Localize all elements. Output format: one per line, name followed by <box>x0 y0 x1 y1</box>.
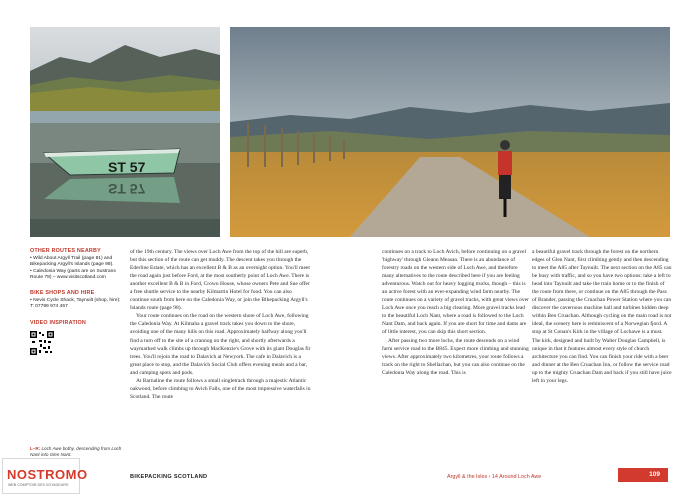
photo-boat <box>30 123 220 237</box>
other-routes-line: • Wild About Argyll Trail (page 81) and <box>30 256 113 261</box>
boat-registration: ST 57 <box>108 159 146 175</box>
section-footer: Argyll & the Isles › 14 Around Loch Awe <box>447 474 542 480</box>
paragraph: a beautiful gravel track through the forest on the northern edges of Glen Nant, first climbing gently and then descending to meet the A85 after Taynuilt. The next section on the A85 can be busy with traffic, and so you have two options: take a left to head into Taynuilt and take the train home or to the finish of the route from there, or continue on the A85 through the Pass of Brander, passing the Cruachan Power Station where you can discover the cavernous machine hall and turbines hidden deep within Ben Cruachan. Although cycling on the main road is not ideal, the scenery here is reminiscent of a Norwegian fjord. A stop at St Conan's Kirk in the village of Lochawe is a must. The kirk, designed and built by Walter Douglas Campbell, is unique in that it features almost every style of church architecture you can find. You can finish your ride with a beer and dinner at the Ben Cruachan Inn, or follow the service road up to the mighty Cruachan Dam and back if you still have juice left in your legs. <box>532 249 672 384</box>
photo-loch-landscape <box>30 27 220 123</box>
video-section <box>30 320 122 360</box>
landscape-illustration <box>30 27 220 123</box>
logo-subtitle: WEB COMPTOIR DES VOYAGEURS <box>8 483 69 487</box>
other-routes-line: Bikepacking Argyll's Islands (page 98). <box>30 262 114 268</box>
text-column-3 <box>532 248 672 385</box>
video-heading: VIDEO INSPIRATION <box>30 319 87 326</box>
paragraph: After passing two more lochs, the route descends on a wind farm service road to the B845. Expect more climbing and stunning views. After approximately two kilometres, your route follows a track on the right to Shellachan, but you can also continue on the Caledonia Way along the road. This is <box>382 337 529 376</box>
sidebar-info <box>30 248 122 369</box>
caption-marker: L–R: <box>30 446 41 451</box>
bike-shop-line: T: 07799 974 457 <box>30 304 68 310</box>
book-title-footer: BIKEPACKING SCOTLAND <box>130 474 208 480</box>
paragraph: continues on a track to Loch Avich, before continuing on a gravel 'highway' through Gleann Measan. There is an abundance of forestry roads on the western side of Loch Awe, and therefore many alternatives to the route described here if you are feeling adventurous. Watch out for heavy logging trucks, though – this is an active forest with an ever-expanding wind farm nearby. The route continues on a variety of gravel tracks, with great views over Loch Awe once you reach a big clearing. More gravel tracks lead to the beautiful Loch Nant, where a road is followed to the Loch Nant Dam, and back again. If you are short for time and dams are of little interest, you can skip this short section. <box>382 249 529 336</box>
paragraph: At Barnaline the route follows a small singletrack through a majestic Atlantic oakwood, before climbing to Avich Falls, one of the most impressive waterfalls in Scotland. The route <box>130 377 311 400</box>
bike-shops-heading: BIKE SHOPS AND HIRE <box>30 290 95 297</box>
nostromo-logo <box>2 458 88 494</box>
paragraph: of the 19th century. The views over Loch Awe from the top of the hill are superb, but this section of the route can get muddy. The descent takes you through the Ederline Estate, which has an excellent B & B as an overnight option. You'll meet the road again just before Ford, at the most southerly point of Loch Awe. There is another excellent B & B in Ford, Crown House, whose owners Pete and Sue offer a free shuttle service to the nearby Kilmartin Hotel for food. You can also continue south from here on the Caledonia Way, or join the Bikepacking Argyll's Islands route (page 98). <box>130 249 310 312</box>
photo-cyclist-gravel-road <box>230 27 670 237</box>
page-number: 109 <box>618 468 668 482</box>
cyclist-illustration <box>230 27 670 237</box>
bike-shops-section <box>30 290 122 311</box>
text-column-1 <box>130 248 312 401</box>
bike-shop-line: • Nevis Cycle Shack, Taynuilt (shop, hire): <box>30 298 121 304</box>
other-routes-line: • Caledonia Way (parts are on Sustrans <box>30 268 116 274</box>
boat-illustration <box>30 123 220 237</box>
other-routes-line: Route 78) – www.visitscotland.com <box>30 274 106 280</box>
boat-registration-reflection: ST 57 <box>108 181 146 197</box>
text-column-2 <box>382 248 530 377</box>
paragraph: Your route continues on the road on the western shore of Loch Awe, following the Caledonia Way. At Kilmaha a gravel track takes you down to the shore, avoiding one of the many hills on this road. Approximately halfway along you'll find a turn off to the site of a crannog on the right, and shortly afterwards a waymarked walk climbs up through MacKenzie's Grove with its giant Douglas fir trees. You'll rejoin the road to Dalavich at Newyork. The cafe in Dalavich is a great place to stop, and the Dalavich Social Club offers evening meals and a bar, and camping spots and pods. <box>130 313 311 376</box>
qr-code-icon[interactable] <box>30 331 54 355</box>
photo-caption <box>30 446 122 458</box>
logo-wordmark: NOSTROMO <box>7 467 88 482</box>
caption-text: Loch Awe bothy, descending from Loch Nant into Glen Nant. <box>30 446 122 457</box>
other-routes-heading: OTHER ROUTES NEARBY <box>30 248 101 254</box>
other-routes-section <box>30 248 122 281</box>
